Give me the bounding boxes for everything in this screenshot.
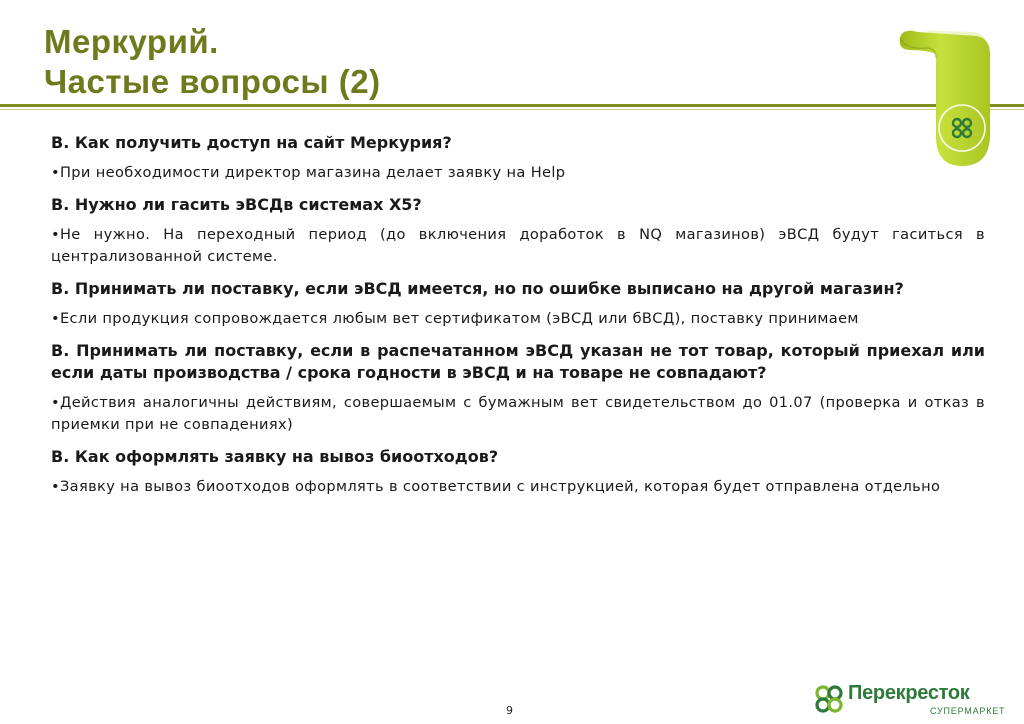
slide-title	[44, 22, 864, 102]
question-1: В. Как получить доступ на сайт Меркурия?	[51, 133, 452, 152]
answer-2: •Не нужно. На переходный период (до включения доработок в NQ магазинов) эВСД будут гаситься в централизованной системе.	[51, 226, 985, 265]
title-line-2: Частые вопросы (2)	[44, 63, 381, 100]
logo-name: Перекресток	[848, 682, 970, 704]
faq-content	[51, 132, 985, 498]
title-line-1: Меркурий.	[44, 23, 219, 60]
question-4: В. Принимать ли поставку, если в распечатанном эВСД указан не тот товар, который приехал или если даты производства / срока годности в эВСД и на товаре не совпадают?	[51, 341, 985, 382]
answer-4: •Действия аналогичны действиям, совершаемым с бумажным вет свидетельством до 01.07 (проверка и отказ в приемки при не совпадениях)	[51, 394, 985, 433]
answer-1: •При необходимости директор магазина делает заявку на Help	[51, 164, 566, 181]
question-3: В. Принимать ли поставку, если эВСД имеется, но по ошибке выписано на другой магазин?	[51, 279, 904, 298]
clover-logo-icon	[813, 683, 845, 715]
logo-subtitle: СУПЕРМАРКЕТ	[930, 706, 1006, 716]
page-number: 9	[506, 704, 513, 717]
question-2: В. Нужно ли гасить эВСДв системах Х5?	[51, 195, 422, 214]
title-divider-thin	[0, 109, 1024, 110]
question-5: В. Как оформлять заявку на вывоз биоотходов?	[51, 447, 499, 466]
answer-5: •Заявку на вывоз биоотходов оформлять в соответствии с инструкцией, которая будет отправлена отдельно	[51, 478, 941, 495]
brand-logo	[813, 679, 1006, 721]
answer-3: •Если продукция сопровождается любым вет сертификатом (эВСД или бВСД), поставку принимаем	[51, 310, 859, 327]
title-divider	[0, 104, 1024, 107]
